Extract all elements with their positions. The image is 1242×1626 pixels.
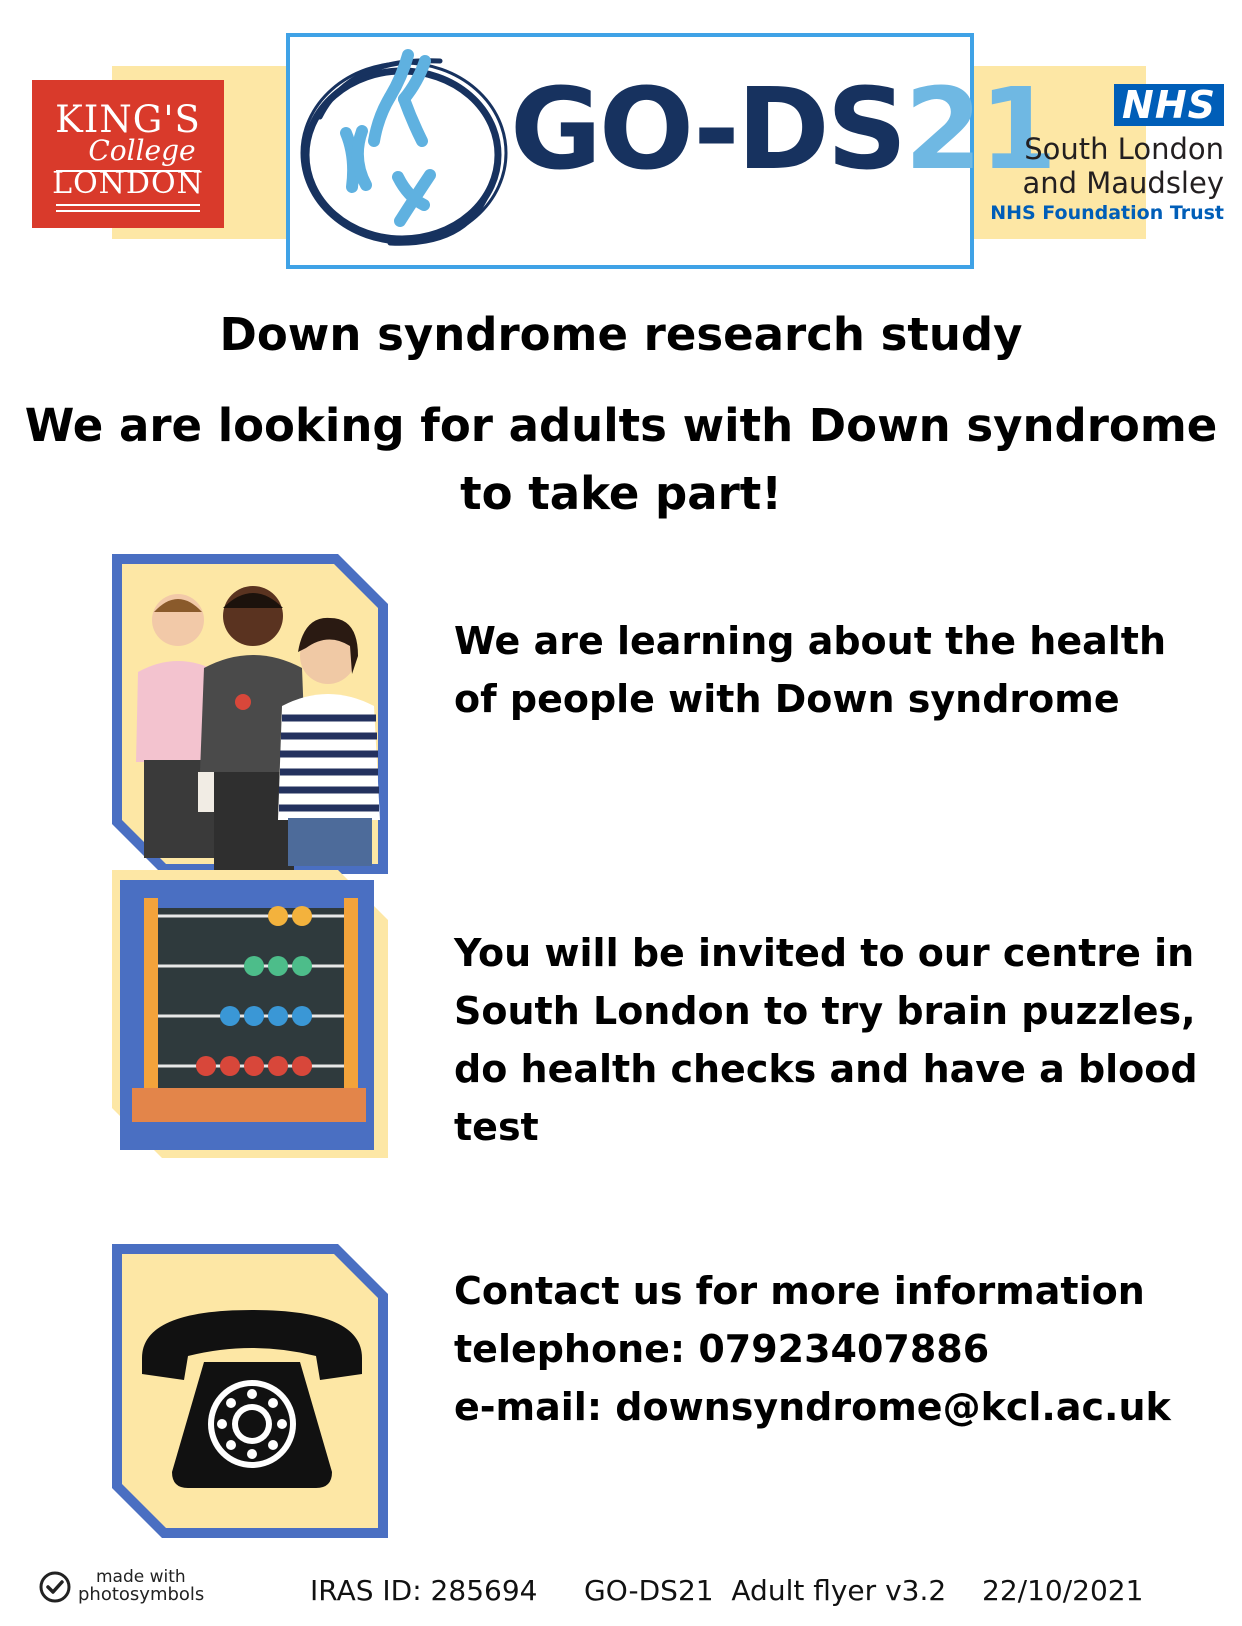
nhs-badge: NHS <box>1114 84 1224 126</box>
go-ds21-number: 21 <box>904 65 1055 195</box>
people-group-icon <box>118 572 392 872</box>
go-ds21-word: GO-DS <box>510 65 905 195</box>
section-health-text: We are learning about the health of people with Down syndrome <box>454 619 1167 721</box>
kings-logo-rule <box>56 210 200 212</box>
contact-telephone[interactable]: telephone: 07923407886 <box>454 1327 990 1371</box>
contact-email[interactable]: e-mail: downsyndrome@kcl.ac.uk <box>454 1385 1171 1429</box>
photosymbols-logo <box>38 1568 228 1614</box>
contact-heading: Contact us for more information <box>454 1269 1145 1313</box>
telephone-frame <box>106 1238 394 1544</box>
abacus-icon <box>130 894 370 1134</box>
go-ds21-logo <box>286 33 1055 269</box>
section-invite-text: You will be invited to our centre in South London to try brain puzzles, do health checks and have a blood test <box>454 931 1198 1149</box>
abacus-frame <box>106 864 394 1164</box>
page-title: Down syndrome research study <box>219 308 1023 361</box>
section-contact <box>454 1262 1214 1436</box>
photosymbols-line1: made with <box>96 1567 186 1587</box>
kings-college-london-logo <box>32 80 224 228</box>
page-subtitle: We are looking for adults with Down syndrome to take part! <box>24 399 1218 520</box>
nhs-slam-logo <box>968 84 1224 234</box>
kings-logo-line1: KING'S <box>55 98 201 141</box>
nhs-logo-line1: South London <box>1024 132 1224 166</box>
nhs-logo-line3: NHS Foundation Trust <box>990 202 1224 224</box>
footer-date: 22/10/2021 <box>982 1574 1144 1607</box>
kings-logo-line3: LONDON <box>52 166 204 201</box>
telephone-icon <box>132 1300 372 1500</box>
chromosome-circle-icon <box>290 37 520 265</box>
kings-logo-rule <box>56 204 200 206</box>
footer-version: GO-DS21 Adult flyer v3.2 <box>584 1574 947 1607</box>
people-frame <box>106 548 394 880</box>
nhs-logo-line2: and Maudsley <box>1022 166 1224 200</box>
footer-iras-id: IRAS ID: 285694 <box>310 1574 538 1607</box>
check-circle-icon <box>38 1570 72 1604</box>
photosymbols-line2: photosymbols <box>78 1584 205 1605</box>
kings-logo-line2: College <box>88 134 196 167</box>
